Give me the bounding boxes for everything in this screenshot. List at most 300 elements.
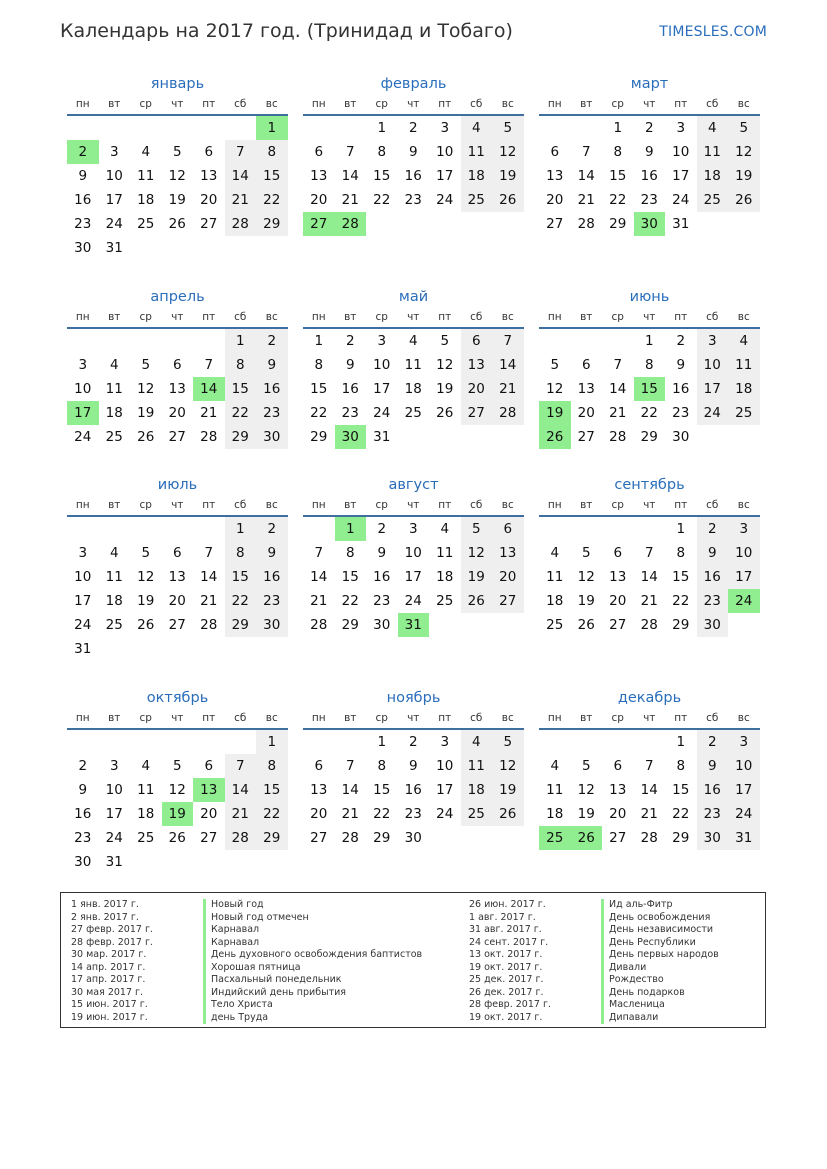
empty-cell bbox=[539, 730, 571, 754]
day-cell: 16 bbox=[74, 192, 92, 208]
day-cell: 18 bbox=[436, 569, 454, 585]
day-cell: 27 bbox=[546, 216, 564, 232]
legend-holiday-name: Хорошая пятница bbox=[203, 962, 301, 975]
weekday-label: чт bbox=[407, 499, 420, 511]
day-cell: 9 bbox=[78, 782, 88, 798]
day-cell: 9 bbox=[697, 754, 729, 778]
day-cell: 5 bbox=[492, 116, 524, 140]
empty-cell bbox=[193, 116, 225, 140]
legend-date: 27 февр. 2017 г. bbox=[71, 924, 153, 935]
day-cell: 21 bbox=[577, 192, 595, 208]
day-cell: 21 bbox=[640, 806, 658, 822]
weekday-header bbox=[539, 307, 760, 329]
day-cell: 8 bbox=[256, 140, 288, 164]
day-cell: 20 bbox=[168, 405, 186, 421]
day-cell: 2 bbox=[408, 120, 418, 136]
day-cell: 4 bbox=[440, 521, 450, 537]
weekday-header bbox=[67, 495, 288, 517]
weekday-label: ср bbox=[375, 712, 388, 724]
day-cell: 17 bbox=[404, 569, 422, 585]
day-cell: 22 bbox=[672, 593, 690, 609]
day-cell: 1 bbox=[676, 521, 686, 537]
day-cell: 12 bbox=[168, 782, 186, 798]
weekday-label: пн bbox=[311, 311, 326, 323]
day-cell: 7 bbox=[613, 357, 623, 373]
legend-date: 25 дек. 2017 г. bbox=[469, 974, 544, 985]
empty-cell bbox=[130, 329, 162, 353]
weekday-header bbox=[67, 708, 288, 730]
weekday-label: сб bbox=[234, 98, 247, 110]
empty-cell bbox=[602, 730, 634, 754]
day-cell: 15 bbox=[609, 168, 627, 184]
legend-date: 30 мая 2017 г. bbox=[71, 986, 144, 998]
day-cell: 10 bbox=[74, 381, 92, 397]
empty-cell bbox=[539, 517, 571, 541]
weekday-label: ср bbox=[611, 499, 624, 511]
weekday-label: сб bbox=[234, 499, 247, 511]
weekday-label: вт bbox=[344, 311, 357, 323]
day-cell: 18 bbox=[728, 377, 760, 401]
weekday-label: пн bbox=[311, 499, 326, 511]
day-cell: 12 bbox=[492, 140, 524, 164]
weekday-label: вс bbox=[501, 499, 514, 511]
day-cell: 5 bbox=[141, 545, 151, 561]
day-cell: 9 bbox=[697, 541, 729, 565]
day-cell: 4 bbox=[461, 116, 493, 140]
day-cell: 28 bbox=[225, 826, 257, 850]
day-cell: 19 bbox=[137, 593, 155, 609]
legend-holiday-name: День подарков bbox=[601, 987, 685, 1000]
day-cell: 27 bbox=[492, 589, 524, 613]
day-cell: 12 bbox=[492, 754, 524, 778]
day-cell: 12 bbox=[137, 381, 155, 397]
day-cell: 5 bbox=[550, 357, 560, 373]
day-cell: 23 bbox=[74, 830, 92, 846]
empty-cell bbox=[303, 116, 335, 140]
weekday-label: ср bbox=[139, 499, 152, 511]
day-cell: 29 bbox=[256, 826, 288, 850]
legend-row bbox=[469, 987, 719, 1000]
day-cell: 15 bbox=[256, 778, 288, 802]
day-cell: 6 bbox=[172, 357, 182, 373]
legend-holiday-name: Пасхальный понедельник bbox=[203, 974, 342, 987]
day-cell: 17 bbox=[728, 778, 760, 802]
weekday-label: вт bbox=[344, 98, 357, 110]
day-cell: 3 bbox=[377, 333, 387, 349]
day-cell: 26 bbox=[492, 188, 524, 212]
day-cell: 10 bbox=[436, 144, 454, 160]
day-cell: 1 bbox=[377, 734, 387, 750]
day-cell: 21 bbox=[640, 593, 658, 609]
day-cell: 4 bbox=[141, 144, 151, 160]
day-cell: 12 bbox=[461, 541, 493, 565]
day-cell: 11 bbox=[105, 569, 123, 585]
day-cell: 27 bbox=[609, 617, 627, 633]
day-cell: 28 bbox=[640, 830, 658, 846]
month-name: июнь bbox=[629, 289, 670, 305]
day-cell: 22 bbox=[373, 806, 391, 822]
legend-row bbox=[469, 999, 719, 1012]
day-cell: 10 bbox=[672, 144, 690, 160]
day-cell: 26 bbox=[577, 617, 595, 633]
day-cell: 7 bbox=[225, 140, 257, 164]
day-cell: 2 bbox=[256, 517, 288, 541]
holiday-day-cell: 26 bbox=[571, 826, 603, 850]
day-cell: 28 bbox=[200, 429, 218, 445]
day-cell: 25 bbox=[105, 617, 123, 633]
legend-date: 19 июн. 2017 г. bbox=[71, 1011, 148, 1023]
day-cell: 13 bbox=[461, 353, 493, 377]
day-cell: 8 bbox=[345, 545, 355, 561]
site-link[interactable]: TIMESLES.COM bbox=[659, 24, 767, 40]
weekday-label: вт bbox=[108, 311, 121, 323]
weekday-label: вт bbox=[580, 98, 593, 110]
empty-cell bbox=[602, 329, 634, 353]
day-cell: 24 bbox=[728, 802, 760, 826]
legend-holiday-name: Рождество bbox=[601, 974, 664, 987]
day-cell: 20 bbox=[200, 192, 218, 208]
holiday-day-cell: 27 bbox=[303, 212, 335, 236]
day-cell: 20 bbox=[168, 593, 186, 609]
weekday-label: пн bbox=[75, 499, 90, 511]
legend-row bbox=[71, 999, 422, 1012]
day-cell: 20 bbox=[310, 192, 328, 208]
weekday-header bbox=[303, 708, 524, 730]
weekday-label: пн bbox=[547, 499, 562, 511]
day-cell: 13 bbox=[168, 569, 186, 585]
day-cell: 25 bbox=[436, 593, 454, 609]
empty-cell bbox=[67, 116, 99, 140]
empty-cell bbox=[67, 730, 99, 754]
day-cell: 4 bbox=[109, 545, 119, 561]
day-cell: 10 bbox=[404, 545, 422, 561]
day-cell: 8 bbox=[225, 353, 257, 377]
weekday-label: пт bbox=[202, 98, 216, 110]
day-cell: 27 bbox=[200, 216, 218, 232]
day-cell: 14 bbox=[577, 168, 595, 184]
weekday-label: пт bbox=[674, 712, 688, 724]
weekday-label: пн bbox=[311, 98, 326, 110]
weekday-label: чт bbox=[643, 98, 656, 110]
legend-row bbox=[469, 924, 719, 937]
day-cell: 15 bbox=[341, 569, 359, 585]
day-grid bbox=[303, 116, 524, 236]
day-cell: 30 bbox=[74, 240, 92, 256]
day-cell: 7 bbox=[644, 758, 654, 774]
month-4 bbox=[67, 283, 288, 449]
day-cell: 5 bbox=[581, 758, 591, 774]
day-cell: 23 bbox=[373, 593, 391, 609]
empty-cell bbox=[99, 517, 131, 541]
legend-holiday-name: День Республики bbox=[601, 937, 696, 950]
day-cell: 10 bbox=[105, 782, 123, 798]
day-cell: 14 bbox=[640, 569, 658, 585]
day-cell: 26 bbox=[492, 802, 524, 826]
day-cell: 8 bbox=[314, 357, 324, 373]
day-cell: 28 bbox=[577, 216, 595, 232]
day-grid bbox=[303, 517, 524, 637]
day-cell: 24 bbox=[105, 830, 123, 846]
day-cell: 27 bbox=[168, 617, 186, 633]
empty-cell bbox=[130, 730, 162, 754]
day-cell: 11 bbox=[137, 168, 155, 184]
day-cell: 4 bbox=[408, 333, 418, 349]
legend-holiday-name: Тело Христа bbox=[203, 999, 273, 1012]
day-cell: 22 bbox=[672, 806, 690, 822]
weekday-label: ср bbox=[375, 311, 388, 323]
day-cell: 24 bbox=[105, 216, 123, 232]
day-cell: 18 bbox=[105, 405, 123, 421]
day-cell: 31 bbox=[105, 240, 123, 256]
weekday-label: вт bbox=[344, 712, 357, 724]
day-cell: 13 bbox=[492, 541, 524, 565]
day-cell: 2 bbox=[78, 758, 88, 774]
day-cell: 9 bbox=[345, 357, 355, 373]
day-cell: 25 bbox=[728, 401, 760, 425]
day-cell: 13 bbox=[310, 168, 328, 184]
weekday-label: чт bbox=[643, 712, 656, 724]
day-cell: 5 bbox=[141, 357, 151, 373]
day-cell: 13 bbox=[200, 168, 218, 184]
holiday-day-cell: 30 bbox=[335, 425, 367, 449]
day-cell: 18 bbox=[105, 593, 123, 609]
day-cell: 17 bbox=[697, 377, 729, 401]
weekday-label: чт bbox=[171, 499, 184, 511]
weekday-header bbox=[67, 94, 288, 116]
day-cell: 11 bbox=[546, 782, 564, 798]
day-cell: 13 bbox=[546, 168, 564, 184]
day-cell: 9 bbox=[377, 545, 387, 561]
day-cell: 10 bbox=[105, 168, 123, 184]
day-cell: 21 bbox=[341, 192, 359, 208]
day-cell: 20 bbox=[609, 593, 627, 609]
legend-row bbox=[71, 987, 422, 1000]
day-cell: 19 bbox=[492, 778, 524, 802]
day-cell: 7 bbox=[314, 545, 324, 561]
day-cell: 8 bbox=[613, 144, 623, 160]
day-cell: 5 bbox=[440, 333, 450, 349]
empty-cell bbox=[634, 517, 666, 541]
weekday-label: пн bbox=[75, 311, 90, 323]
day-cell: 19 bbox=[577, 806, 595, 822]
legend-row bbox=[71, 962, 422, 975]
day-cell: 10 bbox=[728, 754, 760, 778]
day-cell: 14 bbox=[310, 569, 328, 585]
month-1 bbox=[67, 70, 288, 260]
weekday-label: сб bbox=[706, 98, 719, 110]
day-cell: 21 bbox=[225, 188, 257, 212]
holiday-day-cell: 15 bbox=[634, 377, 666, 401]
day-cell: 30 bbox=[672, 429, 690, 445]
day-cell: 7 bbox=[492, 329, 524, 353]
legend-holiday-name: Индийский день прибытия bbox=[203, 987, 346, 1000]
weekday-label: чт bbox=[171, 712, 184, 724]
weekday-label: чт bbox=[171, 311, 184, 323]
weekday-header bbox=[303, 94, 524, 116]
weekday-label: вс bbox=[265, 311, 278, 323]
day-cell: 20 bbox=[577, 405, 595, 421]
day-cell: 26 bbox=[168, 216, 186, 232]
day-cell: 26 bbox=[137, 429, 155, 445]
weekday-label: вс bbox=[737, 98, 750, 110]
day-cell: 26 bbox=[728, 188, 760, 212]
day-cell: 6 bbox=[204, 758, 214, 774]
day-cell: 4 bbox=[550, 758, 560, 774]
day-cell: 1 bbox=[225, 329, 257, 353]
weekday-label: пт bbox=[202, 311, 216, 323]
day-cell: 6 bbox=[461, 329, 493, 353]
day-grid bbox=[539, 730, 760, 850]
day-cell: 14 bbox=[341, 168, 359, 184]
day-cell: 8 bbox=[377, 144, 387, 160]
legend-holiday-name: День независимости bbox=[601, 924, 713, 937]
day-cell: 14 bbox=[492, 353, 524, 377]
day-cell: 31 bbox=[105, 854, 123, 870]
day-cell: 11 bbox=[461, 140, 493, 164]
month-6 bbox=[539, 283, 760, 449]
holiday-day-cell: 17 bbox=[67, 401, 99, 425]
holiday-day-cell: 14 bbox=[193, 377, 225, 401]
legend-column-left bbox=[71, 899, 422, 1024]
day-cell: 27 bbox=[168, 429, 186, 445]
day-cell: 7 bbox=[345, 144, 355, 160]
day-cell: 16 bbox=[697, 565, 729, 589]
weekday-header bbox=[539, 708, 760, 730]
empty-cell bbox=[303, 517, 335, 541]
day-grid bbox=[539, 116, 760, 236]
legend-holiday-name: Дипавали bbox=[601, 1012, 658, 1025]
day-cell: 2 bbox=[644, 120, 654, 136]
weekday-label: сб bbox=[470, 98, 483, 110]
day-cell: 8 bbox=[676, 545, 686, 561]
empty-cell bbox=[303, 730, 335, 754]
weekday-label: пт bbox=[438, 311, 452, 323]
day-cell: 6 bbox=[613, 545, 623, 561]
day-cell: 24 bbox=[74, 429, 92, 445]
legend-holiday-name: Новый год отмечен bbox=[203, 912, 309, 925]
day-cell: 20 bbox=[546, 192, 564, 208]
day-cell: 22 bbox=[609, 192, 627, 208]
month-name: апрель bbox=[150, 289, 205, 305]
legend-row bbox=[469, 1012, 719, 1025]
legend-holiday-name: Масленица bbox=[601, 999, 665, 1012]
day-cell: 17 bbox=[105, 192, 123, 208]
weekday-label: чт bbox=[643, 499, 656, 511]
day-cell: 28 bbox=[492, 401, 524, 425]
day-cell: 26 bbox=[436, 405, 454, 421]
day-cell: 7 bbox=[204, 545, 214, 561]
page-title: Календарь на 2017 год. (Тринидад и Тобаго) bbox=[60, 20, 513, 42]
weekday-header bbox=[303, 307, 524, 329]
day-cell: 17 bbox=[105, 806, 123, 822]
day-cell: 25 bbox=[697, 188, 729, 212]
holiday-day-cell: 31 bbox=[398, 613, 430, 637]
weekday-label: ср bbox=[139, 98, 152, 110]
day-cell: 18 bbox=[461, 778, 493, 802]
day-cell: 2 bbox=[345, 333, 355, 349]
day-grid bbox=[67, 517, 288, 661]
day-grid bbox=[67, 329, 288, 449]
day-cell: 12 bbox=[577, 782, 595, 798]
day-grid bbox=[539, 329, 760, 449]
day-cell: 6 bbox=[314, 758, 324, 774]
day-cell: 31 bbox=[672, 216, 690, 232]
day-cell: 3 bbox=[676, 120, 686, 136]
weekday-label: вс bbox=[501, 311, 514, 323]
day-cell: 29 bbox=[225, 613, 257, 637]
month-name: январь bbox=[150, 76, 205, 92]
day-cell: 20 bbox=[200, 806, 218, 822]
day-cell: 5 bbox=[461, 517, 493, 541]
day-cell: 16 bbox=[341, 381, 359, 397]
day-cell: 27 bbox=[609, 830, 627, 846]
month-2 bbox=[303, 70, 524, 236]
day-cell: 16 bbox=[672, 381, 690, 397]
day-cell: 3 bbox=[78, 545, 88, 561]
weekday-label: сб bbox=[470, 311, 483, 323]
day-cell: 15 bbox=[256, 164, 288, 188]
day-cell: 19 bbox=[492, 164, 524, 188]
month-12 bbox=[539, 684, 760, 850]
day-cell: 2 bbox=[408, 734, 418, 750]
month-8 bbox=[303, 471, 524, 637]
day-cell: 10 bbox=[74, 569, 92, 585]
day-cell: 29 bbox=[672, 830, 690, 846]
weekday-label: чт bbox=[643, 311, 656, 323]
day-cell: 18 bbox=[546, 806, 564, 822]
day-cell: 25 bbox=[137, 830, 155, 846]
weekday-label: пт bbox=[202, 499, 216, 511]
day-cell: 31 bbox=[74, 641, 92, 657]
month-7 bbox=[67, 471, 288, 661]
day-cell: 11 bbox=[697, 140, 729, 164]
weekday-label: вт bbox=[580, 712, 593, 724]
day-cell: 5 bbox=[172, 758, 182, 774]
legend-date: 1 авг. 2017 г. bbox=[469, 911, 536, 923]
legend-date: 17 апр. 2017 г. bbox=[71, 974, 146, 985]
legend-row bbox=[71, 974, 422, 987]
day-cell: 18 bbox=[461, 164, 493, 188]
day-cell: 21 bbox=[341, 806, 359, 822]
day-cell: 8 bbox=[676, 758, 686, 774]
day-grid bbox=[303, 329, 524, 449]
day-cell: 4 bbox=[109, 357, 119, 373]
day-cell: 25 bbox=[105, 429, 123, 445]
weekday-header bbox=[303, 495, 524, 517]
legend-date: 31 авг. 2017 г. bbox=[469, 924, 542, 935]
day-cell: 12 bbox=[728, 140, 760, 164]
weekday-label: сб bbox=[706, 499, 719, 511]
weekday-label: вс bbox=[737, 712, 750, 724]
day-cell: 27 bbox=[200, 830, 218, 846]
weekday-label: чт bbox=[171, 98, 184, 110]
day-cell: 22 bbox=[341, 593, 359, 609]
day-cell: 28 bbox=[225, 212, 257, 236]
legend-date: 19 окт. 2017 г. bbox=[469, 1011, 543, 1023]
empty-cell bbox=[225, 730, 257, 754]
day-cell: 17 bbox=[74, 593, 92, 609]
legend-holiday-name: Дивали bbox=[601, 962, 646, 975]
day-cell: 22 bbox=[256, 188, 288, 212]
empty-cell bbox=[634, 730, 666, 754]
month-name: август bbox=[388, 477, 439, 493]
weekday-label: пт bbox=[438, 98, 452, 110]
day-cell: 4 bbox=[550, 545, 560, 561]
day-cell: 14 bbox=[200, 569, 218, 585]
day-cell: 13 bbox=[577, 381, 595, 397]
day-cell: 14 bbox=[225, 778, 257, 802]
day-cell: 9 bbox=[256, 353, 288, 377]
